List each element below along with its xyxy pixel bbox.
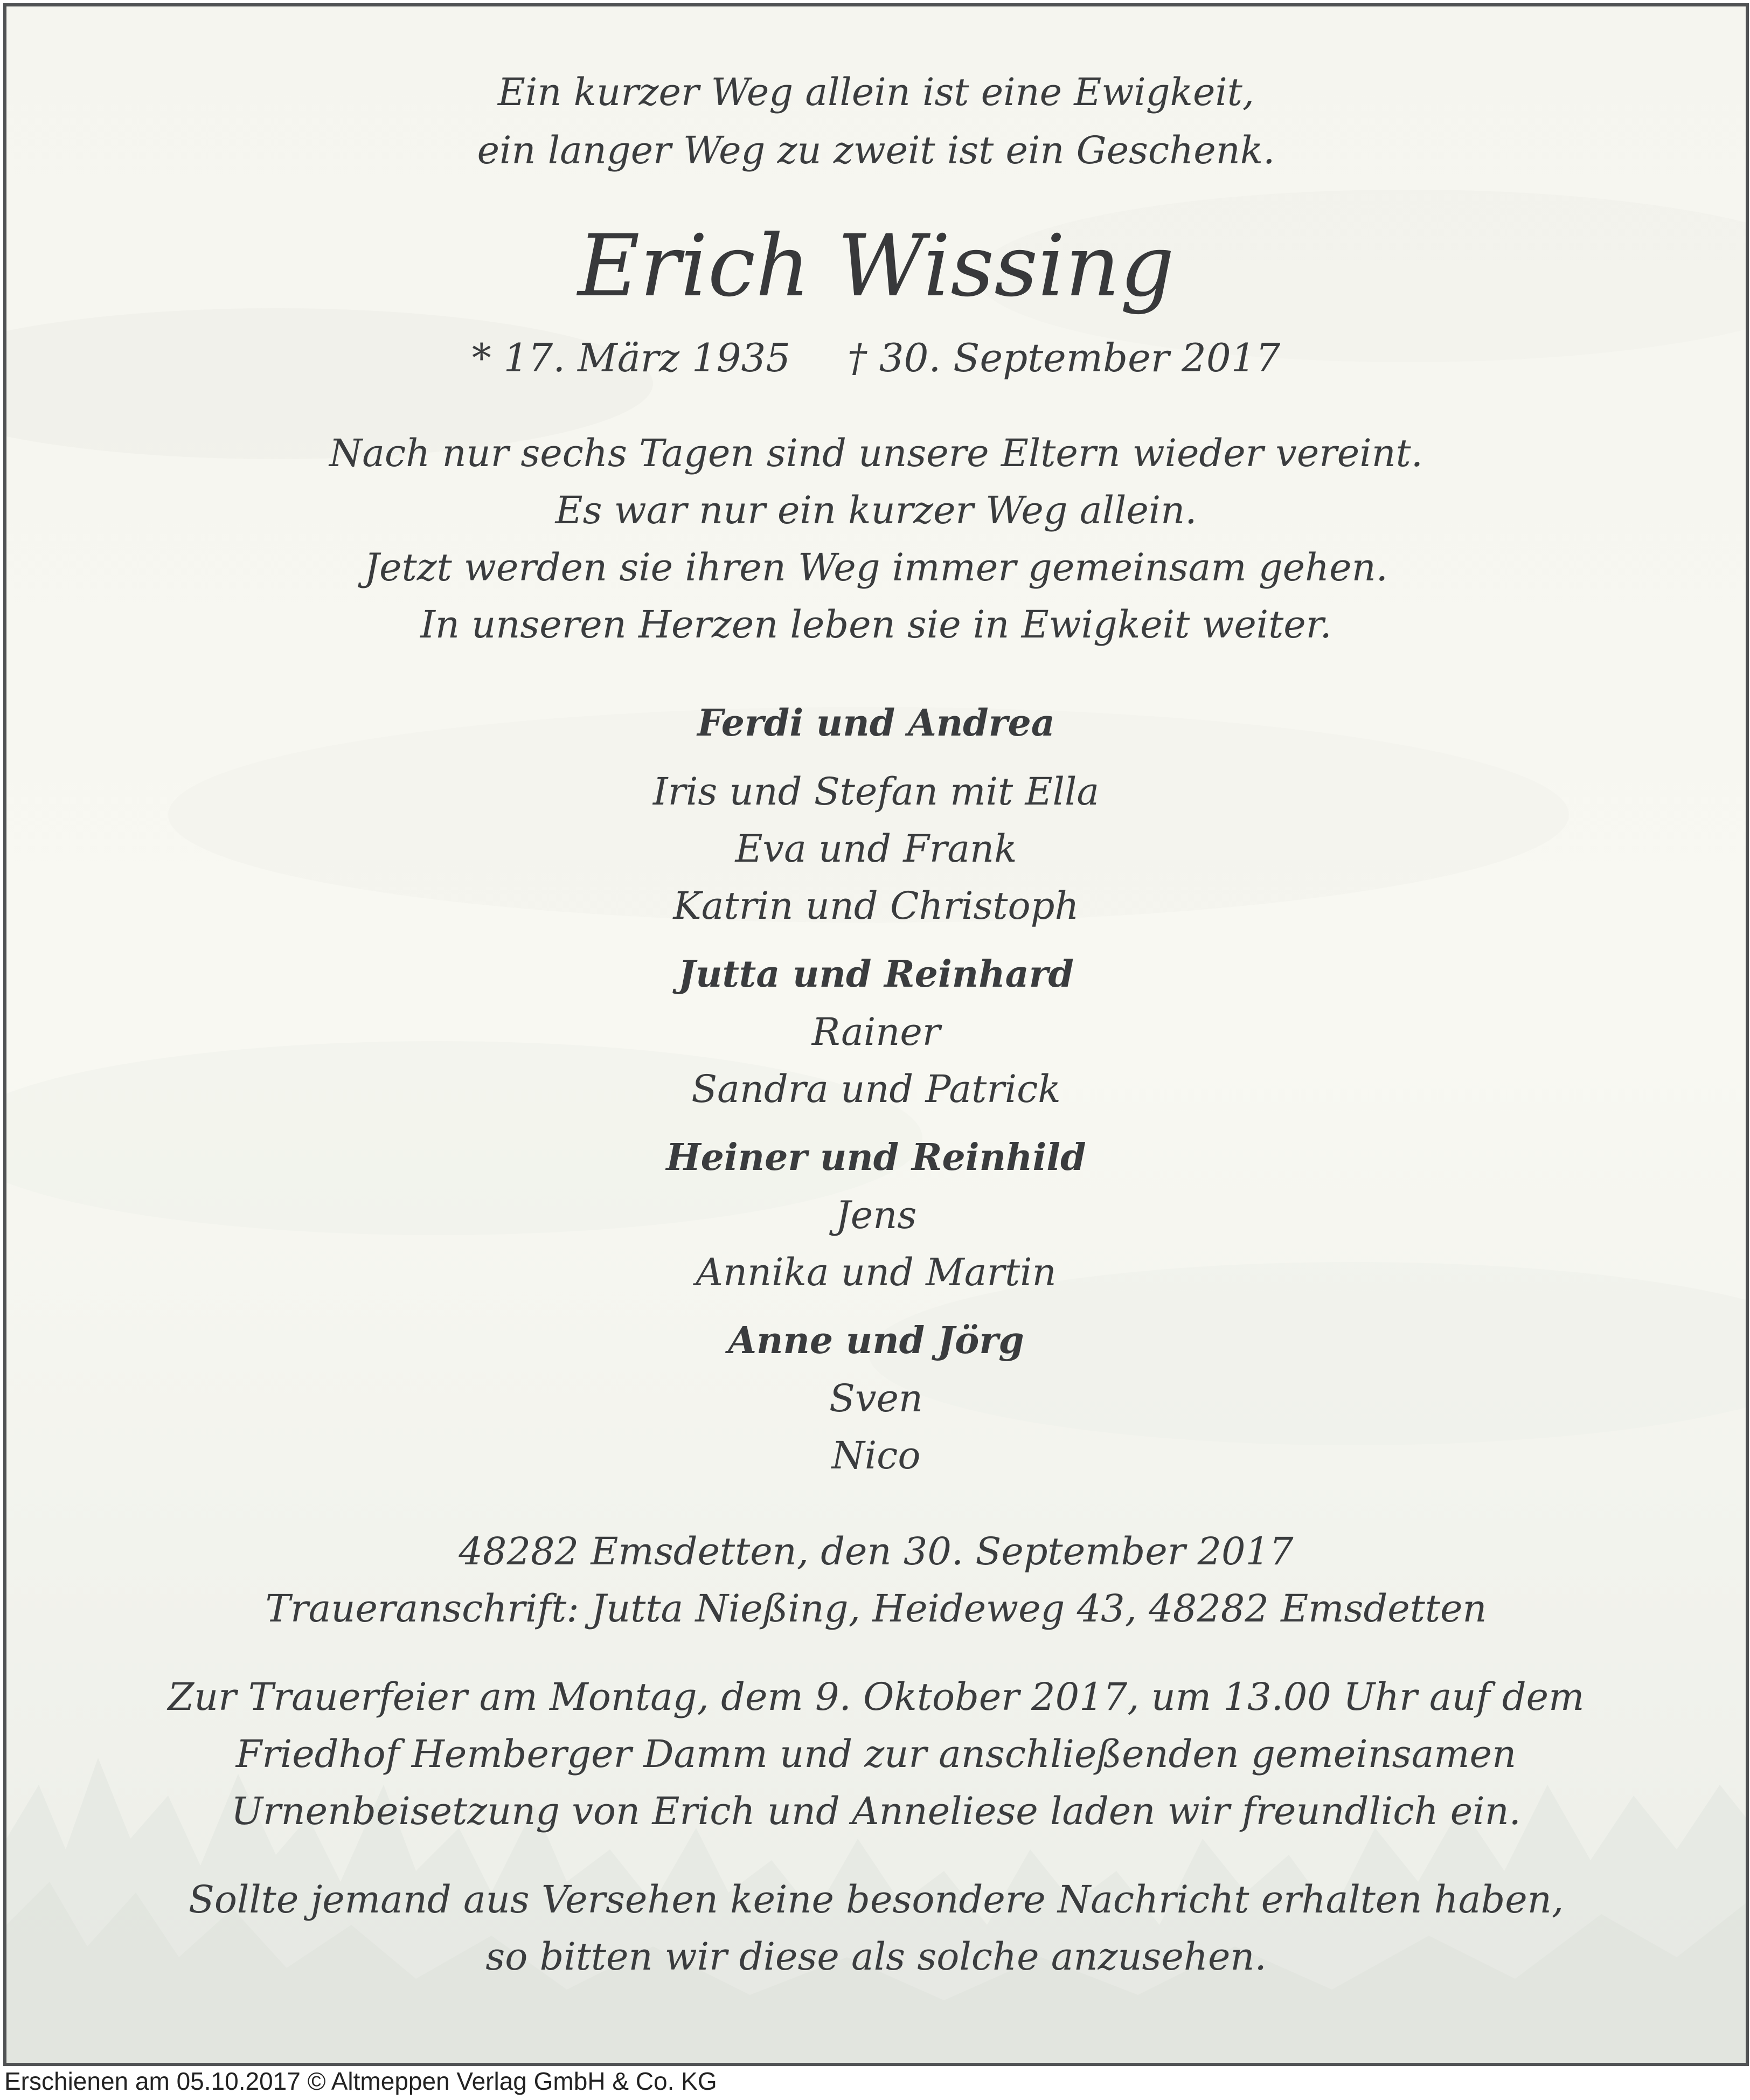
family-head-4: Anne und Jörg [728,1319,1024,1362]
family-member: Annika und Martin [696,1250,1057,1294]
message-line-4: In unseren Herzen leben sie in Ewigkeit weiter. [420,602,1332,647]
life-dates [6,335,1746,380]
verse-line-1: Ein kurzer Weg allein ist eine Ewigkeit, [497,70,1255,114]
notice-line-1: Sollte jemand aus Versehen keine besondere Nachricht erhalten haben, [188,1877,1564,1922]
family-member: Sandra und Patrick [691,1067,1061,1111]
family-head-2: Jutta und Reinhard [678,953,1074,996]
family-head-3: Heiner und Reinhild [666,1136,1086,1179]
family-member: Nico [831,1433,921,1478]
family-member: Rainer [811,1010,941,1054]
family-member: Jens [835,1193,917,1237]
location-date: 48282 Emsdetten, den 30. September 2017 [459,1529,1294,1574]
mourning-address: Traueranschrift: Jutta Nießing, Heideweg 43, 48282 Emsdetten [265,1586,1487,1631]
family-member: Sven [829,1376,923,1420]
family-member: Katrin und Christoph [673,884,1079,928]
family-member: Iris und Stefan mit Ella [652,770,1100,814]
message-line-1: Nach nur sechs Tagen sind unsere Eltern wieder vereint. [329,431,1423,475]
funeral-line-2: Friedhof Hemberger Damm und zur anschließenden gemeinsamen [235,1732,1517,1776]
obituary-frame [3,3,1749,2066]
publication-credit: Erschienen am 05.10.2017 © Altmeppen Verlag GmbH & Co. KG [4,2067,717,2095]
birth-date: * 17. März 1935 [471,335,791,380]
funeral-line-3: Urnenbeisetzung von Erich und Anneliese laden wir freundlich ein. [231,1789,1521,1833]
funeral-line-1: Zur Trauerfeier am Montag, dem 9. Oktober 2017, um 13.00 Uhr auf dem [168,1675,1585,1719]
death-date: † 30. September 2017 [847,335,1281,380]
message-line-3: Jetzt werden sie ihren Weg immer gemeinsam gehen. [364,545,1388,590]
message-line-2: Es war nur ein kurzer Weg allein. [555,488,1197,532]
deceased-name: Erich Wissing [578,217,1175,316]
family-member: Eva und Frank [735,827,1017,871]
verse-line-2: ein langer Weg zu zweit ist ein Geschenk. [477,128,1275,172]
notice-line-2: so bitten wir diese als solche anzusehen. [485,1935,1267,1979]
family-head-1: Ferdi und Andrea [697,702,1055,745]
